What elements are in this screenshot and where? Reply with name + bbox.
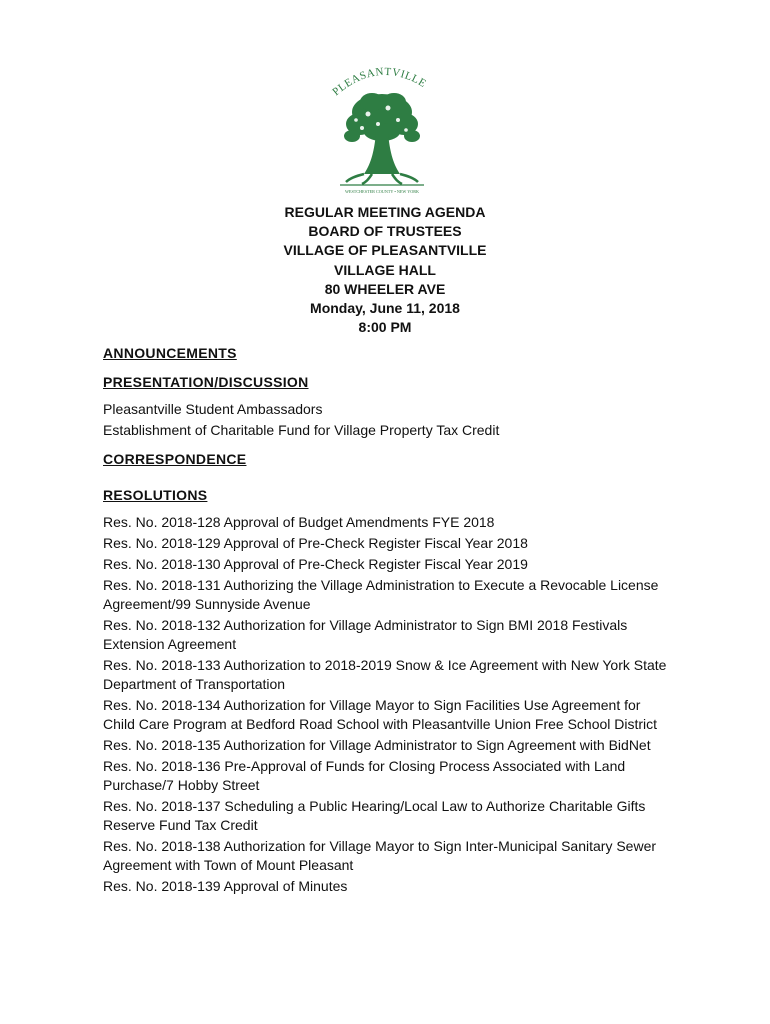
logo-arc-text: PLEASANTVILLE — [330, 65, 429, 99]
tree-seal-icon — [326, 62, 438, 198]
list-item: Establishment of Charitable Fund for Village Property Tax Credit — [103, 422, 500, 438]
logo-footer-text: WESTCHESTER COUNTY • NEW YORK — [344, 189, 420, 194]
agenda-time: 8:00 PM — [358, 319, 412, 336]
resolution-item: Res. No. 2018-131 Authorizing the Village Administration to Execute a Revocable License Agreement/99 Sunnyside Avenue — [103, 577, 659, 612]
agenda-title-block — [0, 203, 770, 337]
resolution-item: Res. No. 2018-128 Approval of Budget Amendments FYE 2018 — [103, 514, 495, 530]
correspondence-heading: CORRESPONDENCE — [103, 451, 247, 467]
resolution-item: Res. No. 2018-134 Authorization for Village Mayor to Sign Facilities Use Agreement for Child Care Program at Bedford Road School with Pleasantville Union Free School District — [103, 697, 658, 732]
resolution-item: Res. No. 2018-139 Approval of Minutes — [103, 878, 348, 894]
agenda-address: 80 WHEELER AVE — [324, 280, 446, 297]
resolution-item: Res. No. 2018-129 Approval of Pre-Check Register Fiscal Year 2018 — [103, 535, 528, 551]
resolutions-heading: RESOLUTIONS — [103, 487, 208, 503]
tree-trunk — [364, 134, 400, 174]
resolution-item: Res. No. 2018-132 Authorization for Village Administrator to Sign BMI 2018 Festivals Extension Agreement — [103, 617, 628, 652]
resolution-item: Res. No. 2018-133 Authorization to 2018-2019 Snow & Ice Agreement with New York State Department of Transportation — [103, 657, 667, 692]
village-logo — [326, 62, 438, 198]
agenda-venue: VILLAGE HALL — [334, 261, 436, 278]
resolution-item: Res. No. 2018-138 Authorization for Village Mayor to Sign Inter-Municipal Sanitary Sewer Agreement with Town of Mount Pleasant — [103, 838, 657, 873]
announcements-heading: ANNOUNCEMENTS — [103, 345, 237, 361]
agenda-village: VILLAGE OF PLEASANTVILLE — [283, 242, 487, 259]
list-item: Pleasantville Student Ambassadors — [103, 401, 323, 417]
agenda-content — [103, 344, 673, 898]
resolution-item: Res. No. 2018-135 Authorization for Village Administrator to Sign Agreement with BidNet — [103, 737, 651, 753]
agenda-title: REGULAR MEETING AGENDA — [284, 204, 486, 220]
agenda-date: Monday, June 11, 2018 — [310, 300, 460, 317]
resolution-item: Res. No. 2018-137 Scheduling a Public Hearing/Local Law to Authorize Charitable Gifts Reserve Fund Tax Credit — [103, 798, 646, 833]
agenda-board: BOARD OF TRUSTEES — [308, 223, 462, 240]
resolution-item: Res. No. 2018-130 Approval of Pre-Check Register Fiscal Year 2019 — [103, 556, 528, 572]
resolution-item: Res. No. 2018-136 Pre-Approval of Funds for Closing Process Associated with Land Purchase/7 Hobby Street — [103, 758, 626, 793]
presentation-heading: PRESENTATION/DISCUSSION — [103, 374, 309, 390]
